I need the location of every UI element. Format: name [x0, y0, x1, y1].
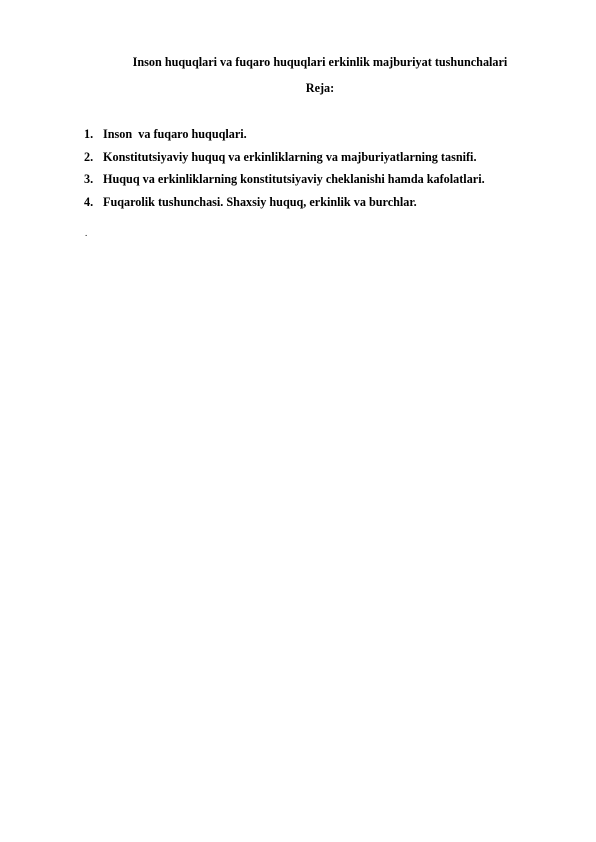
trailing-mark: . [85, 228, 88, 238]
document-title: Inson huquqlari va fuqaro huquqlari erkinlik majburiyat tushunchalari [132, 55, 508, 69]
plan-item-text: Konstitutsiyaviy huquq va erkinliklarning va majburiyatlarning tasnifi. [103, 149, 477, 164]
plan-item-text: Fuqarolik tushunchasi. Shaxsiy huquq, erkinlik va burchlar. [103, 194, 417, 209]
plan-heading: Reja: [305, 81, 335, 95]
plan-item-text: Inson va fuqaro huquqlari. [103, 127, 247, 141]
plan-item-number: 2. [84, 149, 94, 164]
plan-item-number: 3. [84, 172, 94, 186]
plan-item-text: Huquq va erkinliklarning konstitutsiyaviy cheklanishi hamda kafolatlari. [103, 172, 485, 186]
plan-item-number: 1. [84, 127, 94, 141]
plan-item-number: 4. [84, 194, 94, 209]
